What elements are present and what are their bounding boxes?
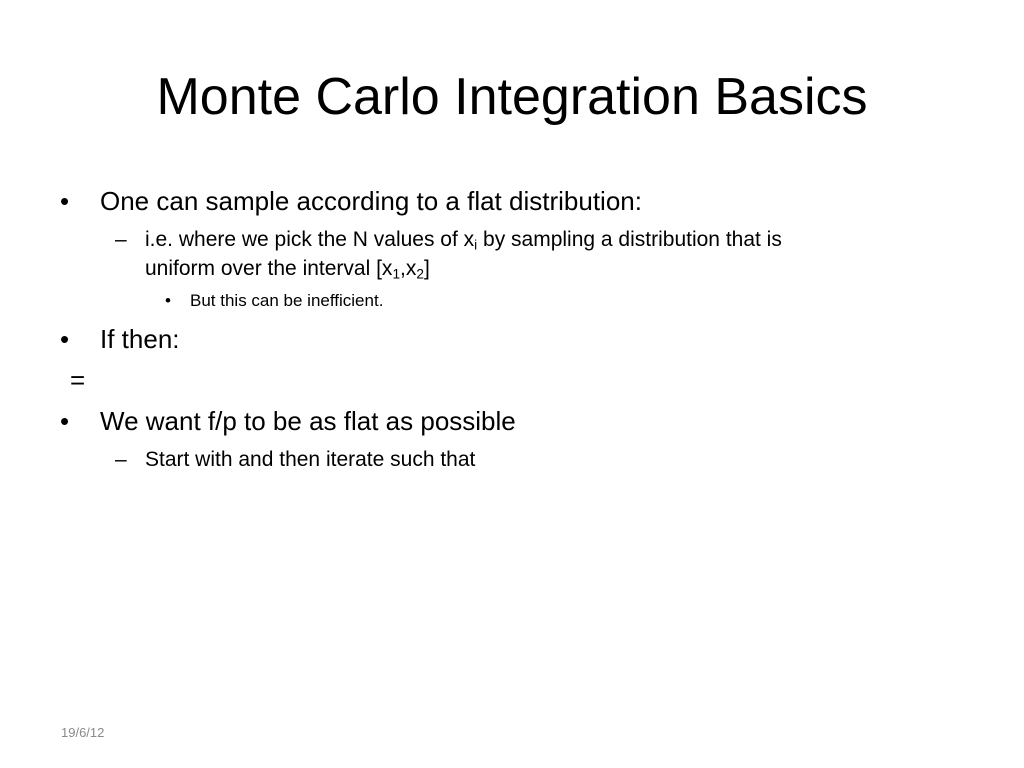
- footer-date: 19/6/12: [61, 725, 105, 740]
- subscript-1: 1: [392, 266, 401, 282]
- subbullet-line1-pre: i.e. where we pick the N values of x: [145, 228, 475, 251]
- bullet-text-if-then: If then:: [100, 324, 180, 354]
- subbullet-line2-post: ]: [423, 257, 430, 280]
- subbullet-text-line2: [145, 255, 430, 283]
- slide-title: Monte Carlo Integration Basics: [156, 68, 868, 126]
- dash-marker: –: [115, 228, 127, 251]
- subsubbullet-text-inefficient: But this can be inefficient.: [190, 291, 384, 310]
- subbullet-line1-post: by sampling a distribution that is: [477, 228, 782, 251]
- subscript-2: 2: [416, 266, 424, 282]
- bullet-marker: •: [60, 406, 70, 436]
- bullet-marker: •: [60, 186, 70, 216]
- equation-equals: =: [70, 365, 86, 395]
- subbullet-line2-pre: uniform over the interval [x: [145, 257, 393, 280]
- subbullet-line2-mid: ,x: [400, 257, 417, 280]
- bullet-marker: •: [60, 324, 70, 354]
- bullet-text-flat-as-possible: We want f/p to be as flat as possible: [100, 406, 516, 436]
- subbullet-text-iterate: Start with and then iterate such that: [145, 448, 476, 471]
- bullet-marker-small: •: [165, 291, 171, 310]
- bullet-text-flat-distribution: One can sample according to a flat distribution:: [100, 186, 642, 216]
- subscript-i: i: [474, 237, 478, 253]
- dash-marker: –: [115, 448, 127, 471]
- subbullet-text-line1: [145, 226, 782, 254]
